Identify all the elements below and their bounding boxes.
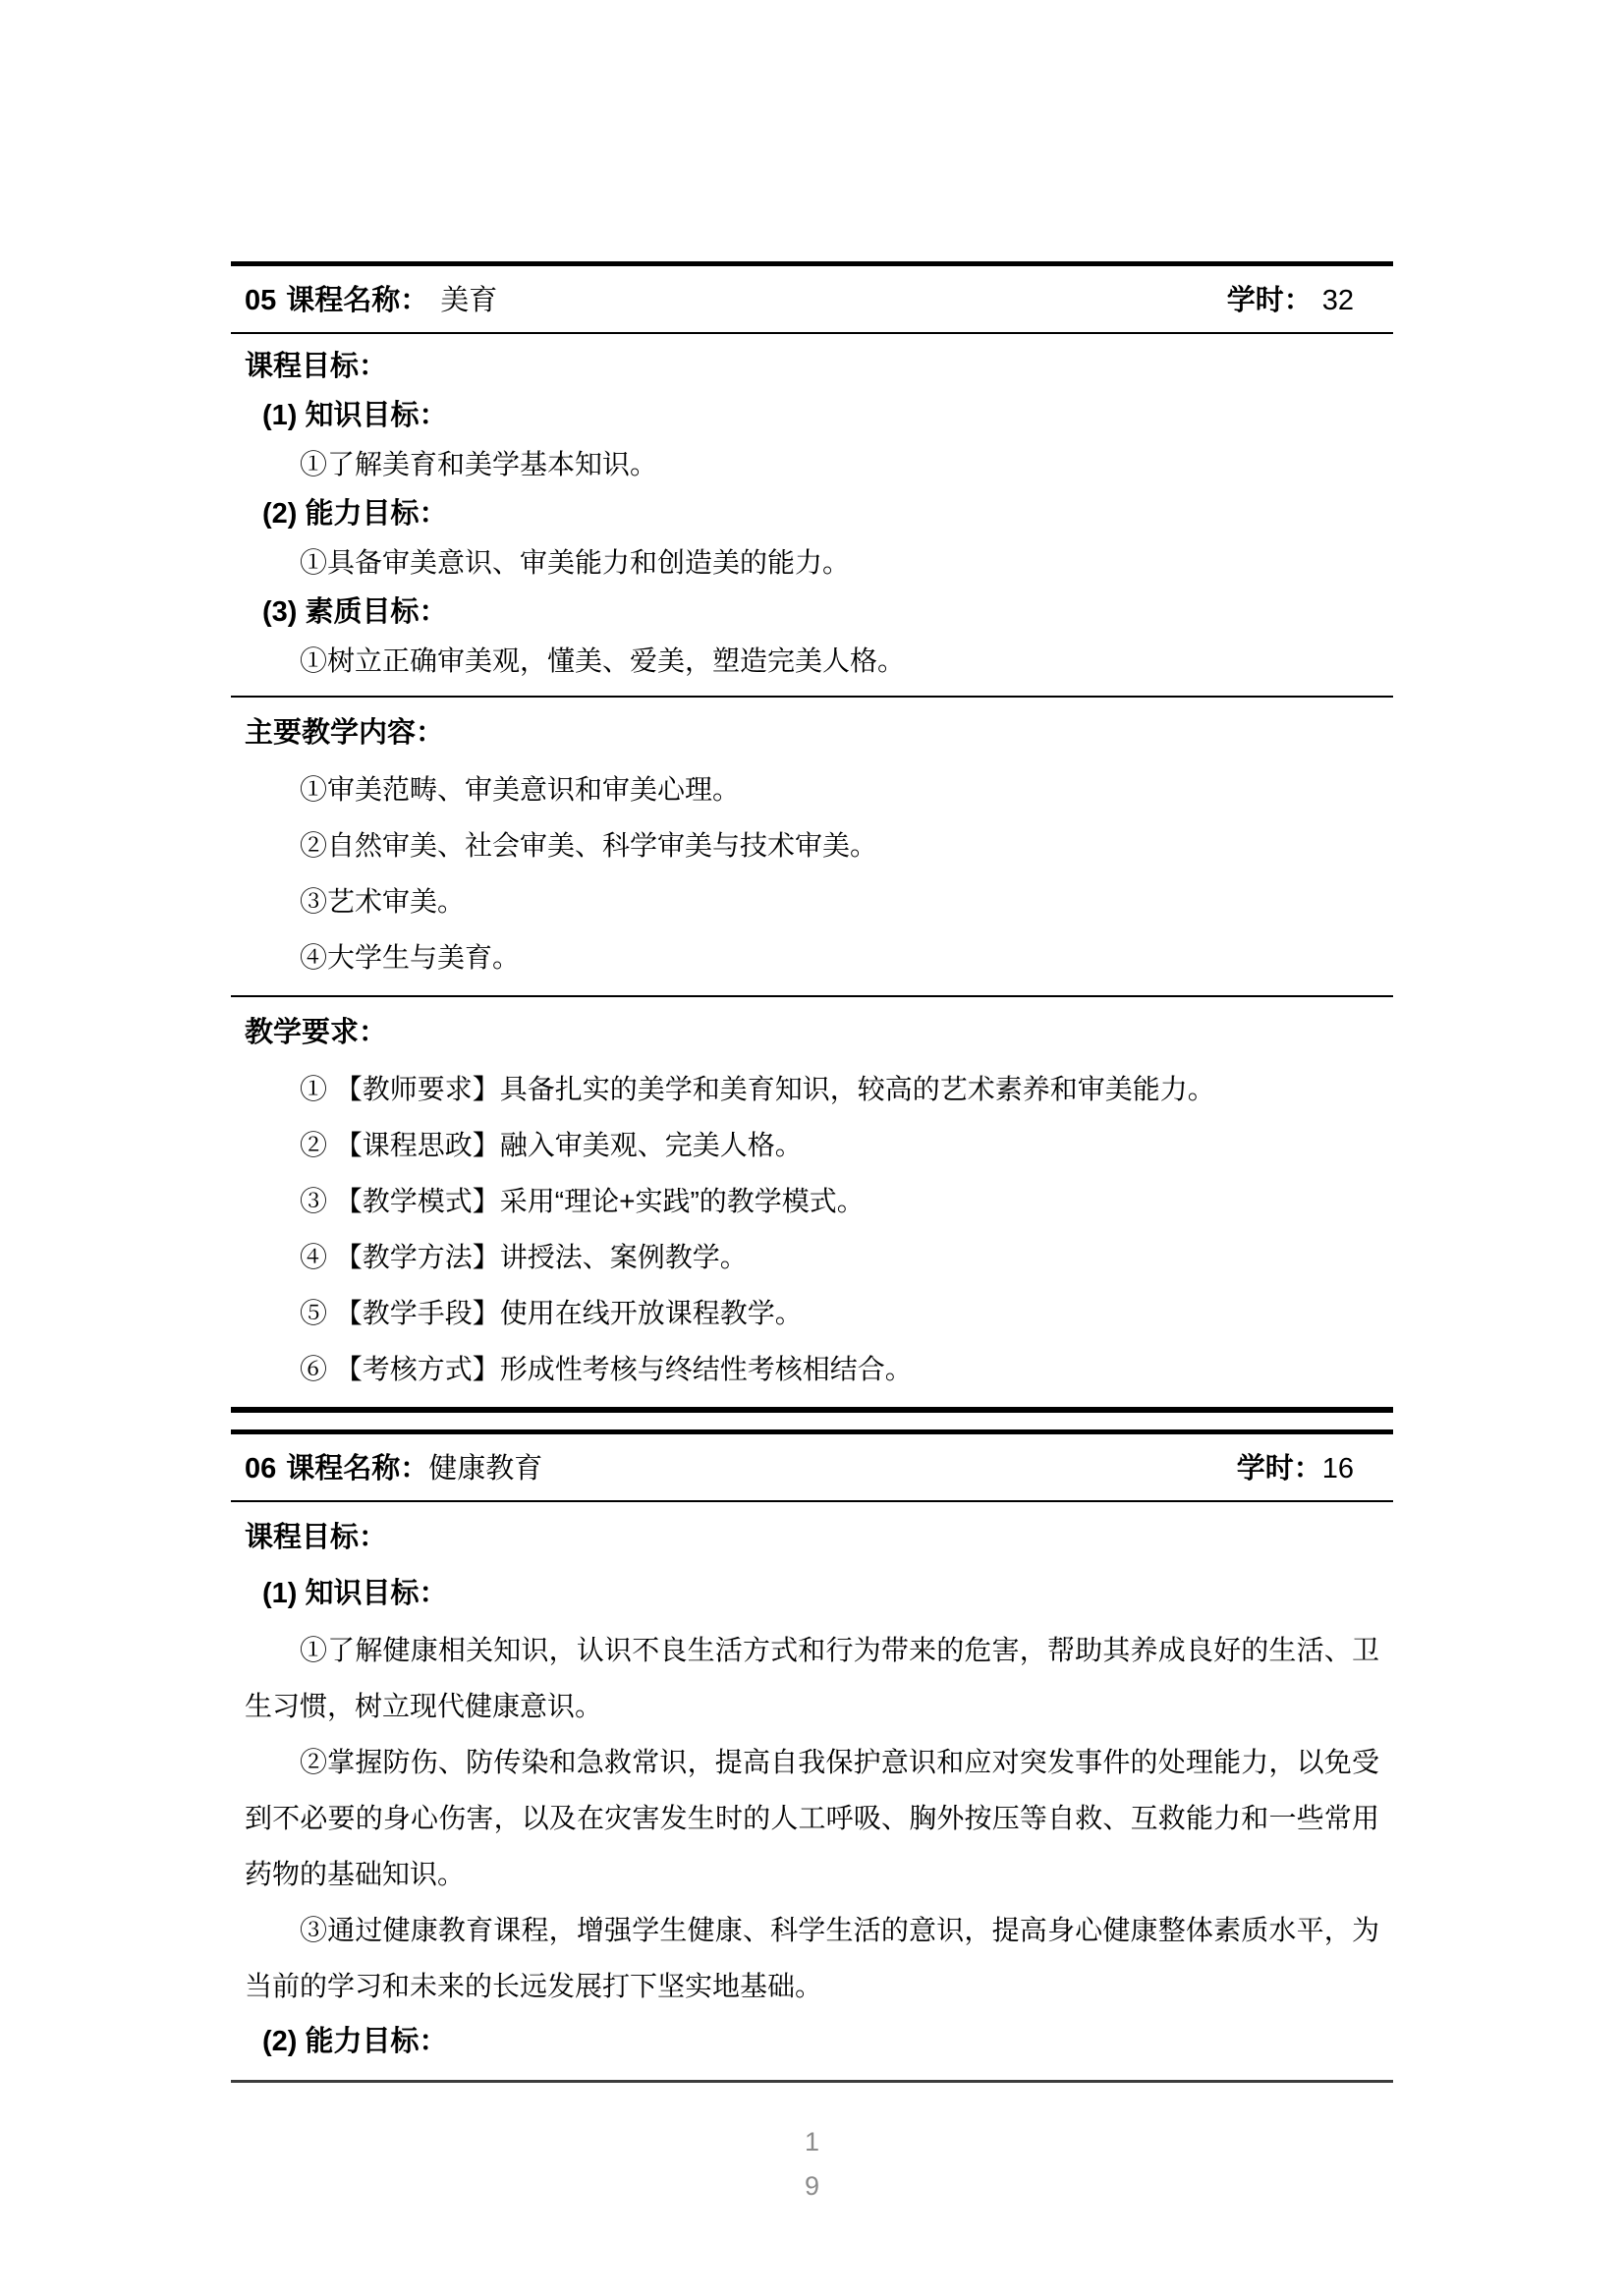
content-paragraph: ①审美范畴、审美意识和审美心理。	[300, 774, 741, 805]
content-paragraph: ④大学生与美育。	[300, 942, 521, 973]
course-table-05	[231, 261, 1393, 1413]
course-table-06	[231, 1429, 1393, 2083]
content-paragraph: ③艺术审美。	[300, 886, 466, 917]
objective-subheading: (1) 知识目标：	[262, 400, 448, 431]
course-header-row	[231, 1434, 1393, 1502]
content-paragraph: ⑤ 【教学手段】使用在线开放课程教学。	[300, 1298, 803, 1328]
content-paragraph: ① 【教师要求】具备扎实的美学和美育知识，较高的艺术素养和审美能力。	[300, 1074, 1215, 1104]
course-sections	[231, 334, 1393, 1413]
section-heading: 教学要求：	[245, 1017, 388, 1048]
objective-subheading: (2) 能力目标：	[262, 498, 448, 530]
content-paragraph: ④ 【教学方法】讲授法、案例教学。	[300, 1242, 748, 1272]
content-paragraph: ③通过健康教育课程，增强学生健康、科学生活的意识，提高身心健康整体素质水平，为当前的学习和未来的长远发展打下坚实地基础。	[245, 1915, 1379, 2001]
course-section	[231, 1502, 1393, 2083]
content-paragraph: ③ 【教学模式】采用“理论+实践”的教学模式。	[300, 1186, 865, 1216]
content-paragraph: ①具备审美意识、审美能力和创造美的能力。	[300, 547, 851, 578]
course-name-value: 美育	[440, 285, 498, 316]
content-paragraph: ①了解美育和美学基本知识。	[300, 449, 658, 479]
course-name-value: 健康教育	[428, 1453, 543, 1484]
section-heading: 主要教学内容：	[245, 717, 445, 749]
objective-subheading: (3) 素质目标：	[262, 596, 448, 628]
content-paragraph: ①树立正确审美观，懂美、爱美，塑造完美人格。	[300, 645, 906, 676]
content-paragraph: ②掌握防伤、防传染和急救常识，提高自我保护意识和应对突发事件的处理能力，以免受到不必要的身心伤害，以及在灾害发生时的人工呼吸、胸外按压等自救、互救能力和一些常用药物的基础知识。	[245, 1747, 1379, 1889]
course-section	[231, 334, 1393, 698]
course-sections	[231, 1502, 1393, 2083]
course-header-row	[231, 266, 1393, 334]
content-paragraph: ①了解健康相关知识，认识不良生活方式和行为带来的危害，帮助其养成良好的生活、卫生习惯，树立现代健康意识。	[245, 1635, 1379, 1721]
section-heading: 课程目标：	[245, 351, 388, 382]
course-title-group	[245, 1446, 542, 1486]
course-section	[231, 997, 1393, 1413]
hours-value: 32	[1321, 285, 1354, 316]
hours-label: 学时：	[1236, 1453, 1322, 1484]
content-paragraph: ⑥ 【考核方式】形成性考核与终结性考核相结合。	[300, 1354, 913, 1384]
objective-subheading: (1) 知识目标：	[262, 1578, 448, 1609]
hours-label: 学时：	[1226, 285, 1313, 316]
course-title-group	[245, 278, 497, 318]
content-paragraph: ②自然审美、社会审美、科学审美与技术审美。	[300, 830, 878, 861]
page-number: 1	[804, 2127, 820, 2156]
course-code: 06	[245, 1453, 277, 1484]
course-code: 05	[245, 285, 277, 316]
page-number-secondary: 9	[804, 2171, 820, 2201]
course-section	[231, 698, 1393, 997]
objective-subheading: (2) 能力目标：	[262, 2026, 448, 2057]
page-footer	[231, 2120, 1393, 2209]
course-name-label: 课程名称：	[286, 285, 429, 316]
hours-value: 16	[1321, 1453, 1354, 1484]
content-paragraph: ② 【课程思政】融入审美观、完美人格。	[300, 1130, 803, 1160]
course-hours-group	[1227, 278, 1354, 318]
course-name-label: 课程名称：	[286, 1453, 429, 1484]
section-heading: 课程目标：	[245, 1522, 388, 1553]
course-hours-group	[1237, 1446, 1354, 1486]
